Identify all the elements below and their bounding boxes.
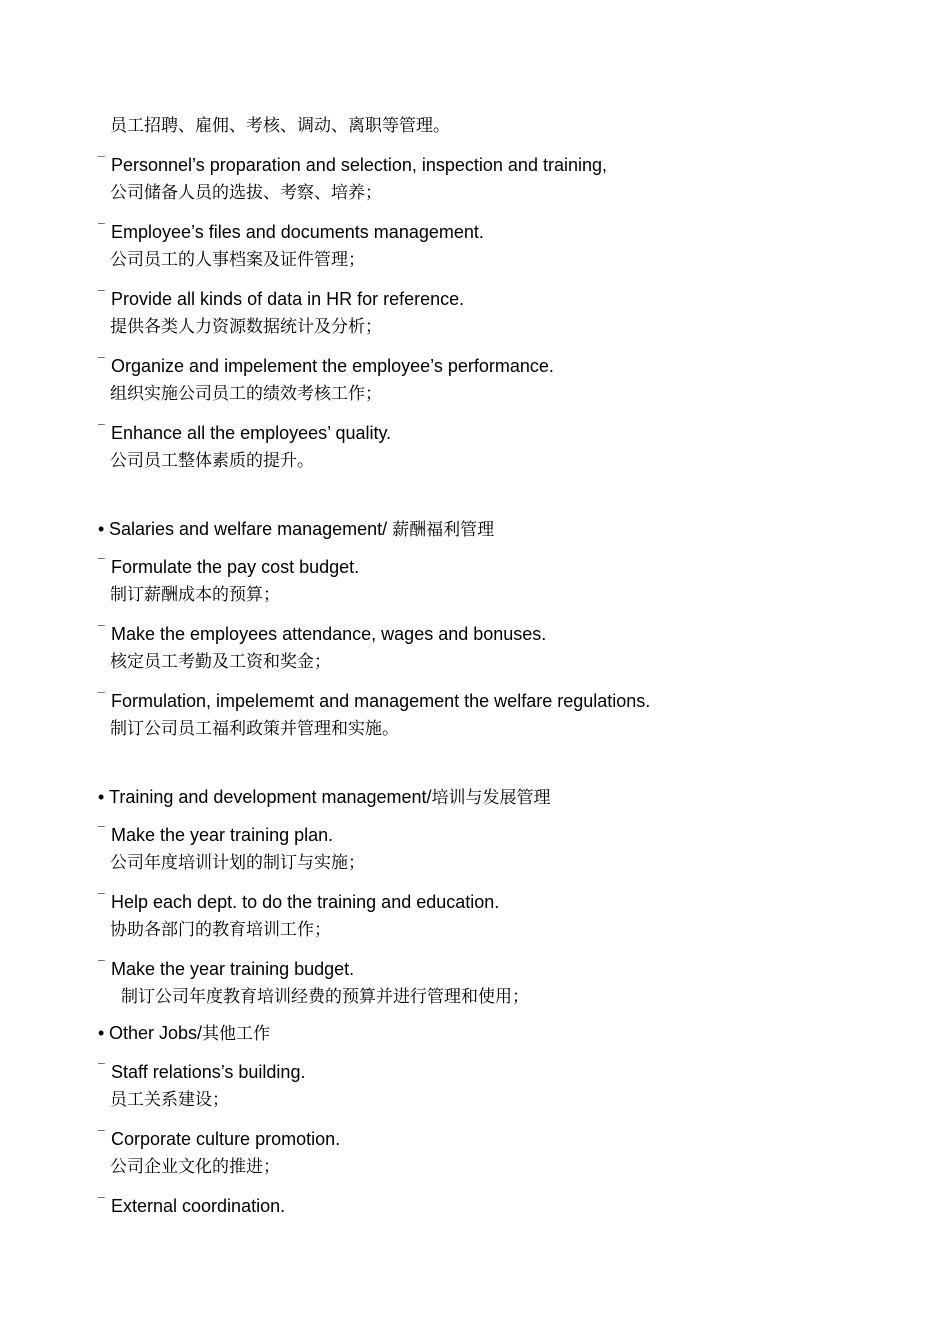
text-line-zh: 制订薪酬成本的预算；	[110, 585, 280, 605]
text-line-zh: 公司员工的人事档案及证件管理；	[110, 250, 365, 270]
item-mark: ¯	[98, 1128, 105, 1142]
section-heading-zh: 薪酬福利管理	[392, 520, 495, 540]
list-item	[98, 216, 484, 244]
text-line-zh: 提供各类人力资源数据统计及分析；	[110, 317, 382, 337]
text-line-zh: 制订公司员工福利政策并管理和实施。	[110, 719, 399, 739]
list-item	[98, 953, 354, 981]
item-mark: ¯	[98, 422, 105, 436]
list-item	[98, 1056, 305, 1084]
bullet-mark: •	[98, 519, 105, 539]
text-line-zh: 公司企业文化的推进；	[110, 1157, 280, 1177]
text-line-zh: 公司年度培训计划的制订与实施；	[110, 853, 365, 873]
item-mark: ¯	[98, 824, 105, 838]
list-item	[98, 149, 607, 177]
list-item-text: Organize and impelement the employee’s performance.	[111, 356, 554, 376]
list-item-text: Staff relations’s building.	[111, 1062, 306, 1082]
section-heading	[98, 1021, 270, 1046]
list-item-text: Enhance all the employees’ quality.	[111, 423, 392, 443]
item-mark: ¯	[98, 355, 105, 369]
bullet-mark: •	[98, 1023, 105, 1043]
list-item-text: Formulate the pay cost budget.	[111, 557, 360, 577]
list-item-text: Corporate culture promotion.	[111, 1129, 341, 1149]
section-heading-en: Other Jobs/	[109, 1023, 203, 1043]
text-line-zh: 员工关系建设；	[110, 1090, 229, 1110]
item-mark: ¯	[98, 690, 105, 704]
list-item-text: Formulation, impelememt and management the welfare regulations.	[111, 691, 651, 711]
list-item-text: Personnel’s proparation and selection, inspection and training,	[111, 155, 607, 175]
list-item-text: Make the employees attendance, wages and bonuses.	[111, 624, 547, 644]
section-heading-zh: 其他工作	[202, 1024, 271, 1044]
text-line-zh: 公司员工整体素质的提升。	[110, 451, 314, 471]
text-line-zh: 协助各部门的教育培训工作；	[110, 920, 331, 940]
list-item	[98, 819, 333, 847]
item-mark: ¯	[98, 288, 105, 302]
section-heading	[98, 517, 494, 542]
list-item-text: Make the year training budget.	[111, 959, 355, 979]
text-line-zh: 员工招聘、雇佣、考核、调动、离职等管理。	[110, 116, 450, 136]
list-item-text: Provide all kinds of data in HR for reference.	[111, 289, 465, 309]
list-item-text: External coordination.	[111, 1196, 286, 1216]
list-item	[98, 1190, 285, 1218]
item-mark: ¯	[98, 623, 105, 637]
item-mark: ¯	[98, 891, 105, 905]
item-mark: ¯	[98, 556, 105, 570]
list-item	[98, 1123, 340, 1151]
item-mark: ¯	[98, 1195, 105, 1209]
list-item	[98, 618, 546, 646]
list-item	[98, 551, 359, 579]
text-line-zh: 公司储备人员的选拔、考察、培养；	[110, 183, 382, 203]
bullet-mark: •	[98, 787, 105, 807]
item-mark: ¯	[98, 958, 105, 972]
list-item	[98, 283, 464, 311]
list-item-text: Make the year training plan.	[111, 825, 334, 845]
section-heading-en: Training and development management/	[109, 787, 432, 807]
list-item-text: Help each dept. to do the training and education.	[111, 892, 500, 912]
item-mark: ¯	[98, 221, 105, 235]
section-heading-zh: 培训与发展管理	[431, 788, 551, 808]
item-mark: ¯	[98, 1061, 105, 1075]
list-item	[98, 685, 650, 713]
text-line-zh: 制订公司年度教育培训经费的预算并进行管理和使用；	[121, 987, 529, 1007]
item-mark: ¯	[98, 154, 105, 168]
text-line-zh: 核定员工考勤及工资和奖金；	[110, 652, 331, 672]
list-item	[98, 417, 391, 445]
list-item-text: Employee’s files and documents management.	[111, 222, 484, 242]
section-heading	[98, 785, 551, 810]
list-item	[98, 886, 499, 914]
section-heading-en: Salaries and welfare management/	[109, 519, 393, 539]
list-item	[98, 350, 554, 378]
text-line-zh: 组织实施公司员工的绩效考核工作；	[110, 384, 382, 404]
